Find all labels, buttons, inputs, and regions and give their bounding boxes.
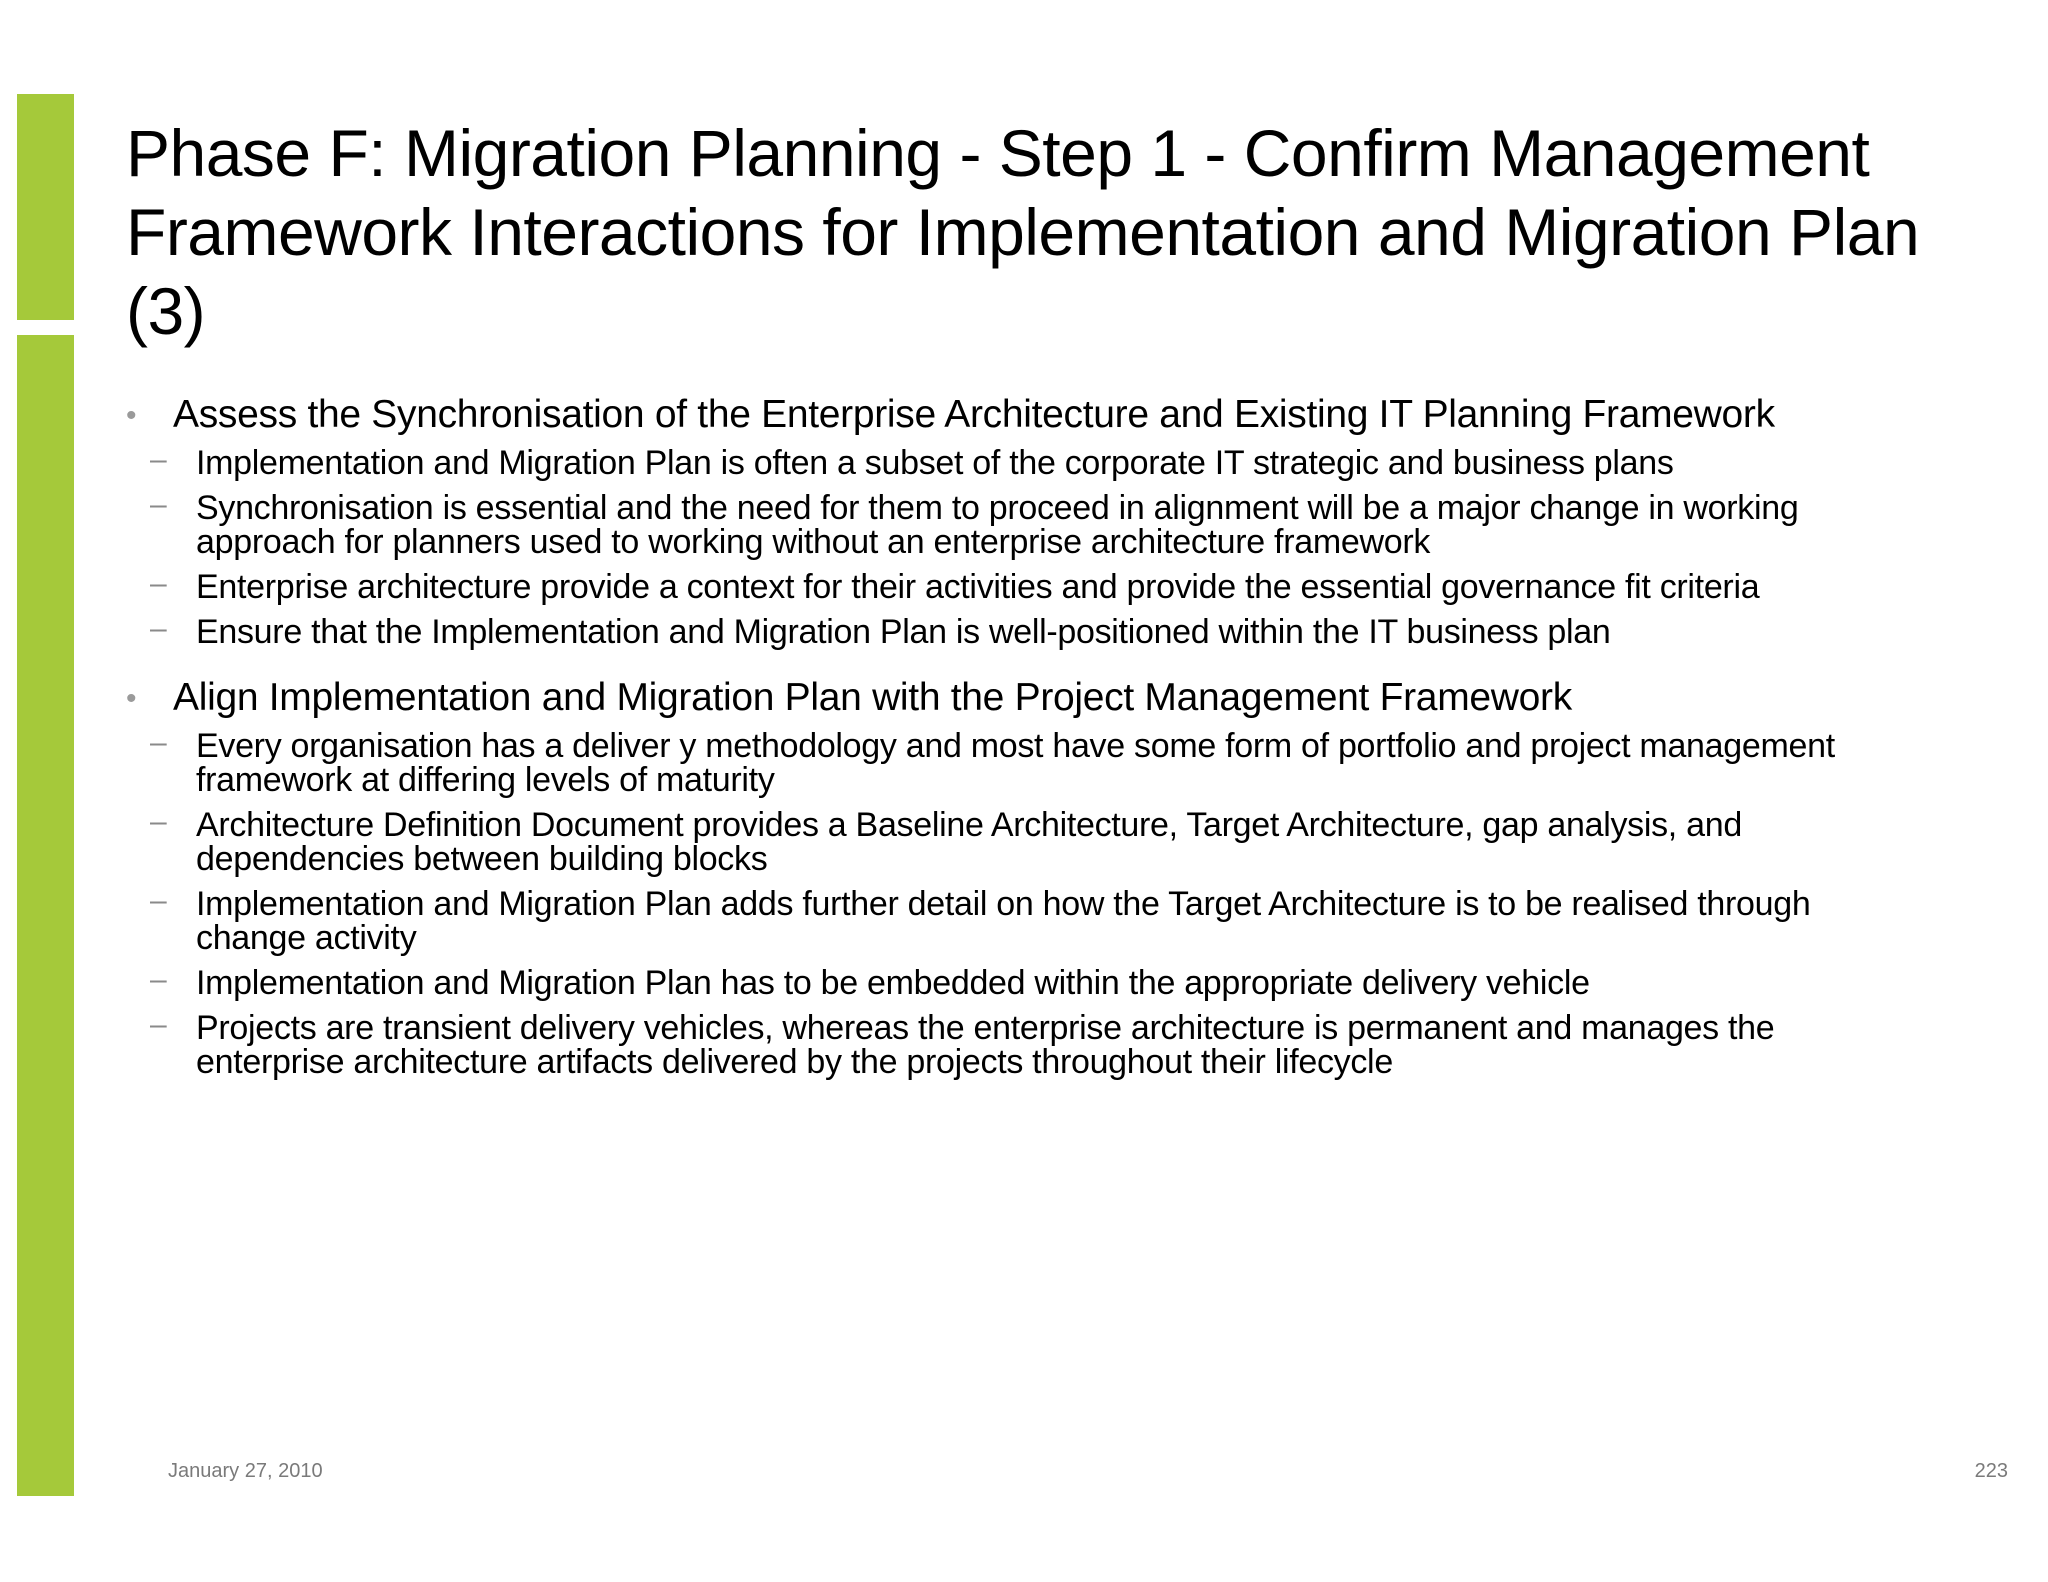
sub-bullet-text: Implementation and Migration Plan adds further detail on how the Target Architecture is to be realised through change activity [196,885,1811,957]
sub-bullet-item [150,567,1926,606]
sub-bullet-item [150,488,1926,561]
sub-bullet-text: Enterprise architecture provide a context for their activities and provide the essential governance fit criteria [196,568,1760,606]
bullet-item [126,395,1926,434]
bullet-item [126,678,1926,717]
dash-icon: – [150,805,167,838]
slide-title: Phase F: Migration Planning - Step 1 - Confirm Management Framework Interactions for Implementation and Migration Plan (3) [126,116,1920,348]
sub-bullet-item [150,1008,1926,1081]
accent-bar-top [17,94,74,320]
slide-content [126,395,1926,1090]
sub-bullet-item [150,884,1926,957]
sub-bullet-text: Projects are transient delivery vehicles, whereas the enterprise architecture is permanent and manages the enterprise architecture artifacts delivered by the projects throughout their lifecycle [196,1009,1775,1081]
sub-bullet-text: Every organisation has a deliver y methodology and most have some form of portfolio and project management framework at differing levels of maturity [196,727,1835,799]
page-number: 223 [1974,1460,2008,1482]
sub-bullet-text: Ensure that the Implementation and Migration Plan is well-positioned within the IT business plan [196,613,1611,651]
bullet-text: Assess the Synchronisation of the Enterprise Architecture and Existing IT Planning Framework [173,393,1775,436]
dash-icon: – [150,884,167,917]
sub-bullet-text: Implementation and Migration Plan has to be embedded within the appropriate delivery vehicle [196,964,1590,1002]
footer-date: January 27, 2010 [168,1460,323,1482]
dash-icon: – [150,488,167,521]
sub-bullet-list [150,726,1926,1081]
sub-bullet-list [150,443,1926,651]
dash-icon: – [150,443,167,476]
sub-bullet-text: Synchronisation is essential and the need for them to proceed in alignment will be a major change in working approach for planners used to working without an enterprise architecture framework [196,489,1799,561]
bullet-dot-icon: • [126,399,137,432]
sub-bullet-item [150,963,1926,1002]
sub-bullet-item [150,726,1926,799]
dash-icon: – [150,567,167,600]
dash-icon: – [150,1008,167,1041]
bullet-dot-icon: • [126,682,137,715]
sub-bullet-item [150,805,1926,878]
sub-bullet-item [150,612,1926,651]
dash-icon: – [150,726,167,759]
sub-bullet-item [150,443,1926,482]
sub-bullet-text: Architecture Definition Document provides a Baseline Architecture, Target Architecture, gap analysis, and dependencies between building blocks [196,806,1742,878]
dash-icon: – [150,612,167,645]
accent-bar-bottom [17,335,74,1496]
dash-icon: – [150,963,167,996]
sub-bullet-text: Implementation and Migration Plan is often a subset of the corporate IT strategic and business plans [196,444,1674,482]
bullet-text: Align Implementation and Migration Plan with the Project Management Framework [173,676,1572,719]
